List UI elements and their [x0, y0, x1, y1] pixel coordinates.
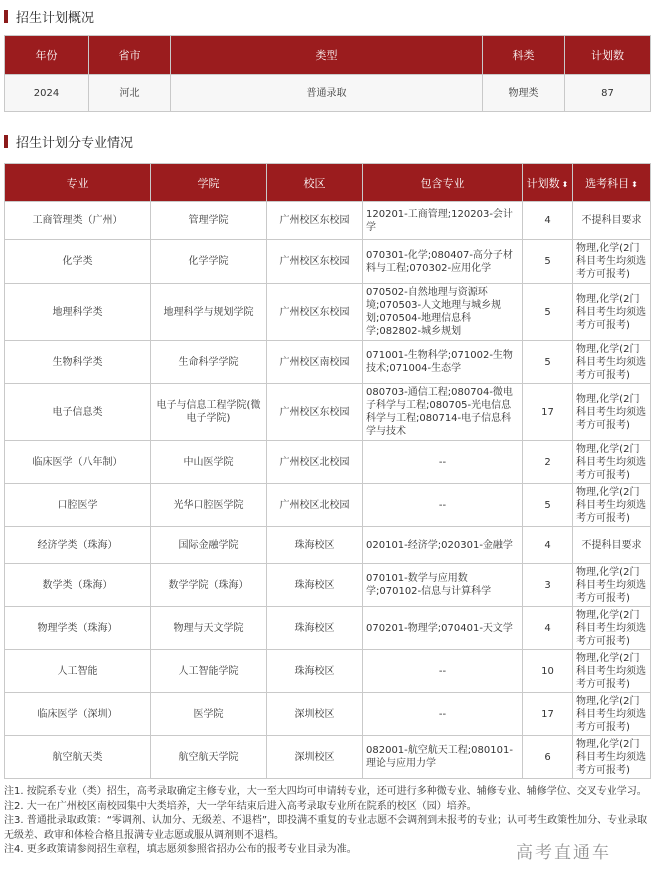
sort-icon[interactable]: ⬍	[561, 179, 569, 189]
header-year: 年份	[5, 36, 89, 75]
plan-count: 17	[523, 384, 573, 441]
summary-category: 物理类	[483, 75, 565, 112]
major-name: 工商管理类（广州）	[5, 202, 151, 240]
college: 生命科学学院	[151, 341, 267, 384]
plan-count: 5	[523, 484, 573, 527]
campus: 广州校区南校园	[267, 341, 363, 384]
table-row	[5, 341, 651, 384]
summary-header-row	[5, 36, 651, 75]
section-bullet	[4, 10, 8, 23]
major-name: 电子信息类	[5, 384, 151, 441]
campus: 珠海校区	[267, 527, 363, 564]
table-row	[5, 527, 651, 564]
table-row	[5, 607, 651, 650]
section-title-text: 招生计划概况	[16, 10, 95, 26]
included-majors: --	[363, 650, 523, 693]
plan-count: 5	[523, 284, 573, 341]
included-majors: 020101-经济学;020301-金融学	[363, 527, 523, 564]
major-name: 临床医学（八年制）	[5, 441, 151, 484]
header-major: 专业	[5, 164, 151, 202]
required-subjects: 物理,化学(2门科目考生均须选考方可报考)	[573, 341, 651, 384]
college: 医学院	[151, 693, 267, 736]
table-row	[5, 284, 651, 341]
note-3: 注3. 普通批录取政策：“零调剂、认加分、无级差、不退档”，即投满不重复的专业志愿不会调剂到未报考的专业；认可考生政策性加分、专业录取无级差、政审和体检合格且报满专业志愿或服从调剂则不退档。	[4, 815, 648, 841]
table-row	[5, 650, 651, 693]
major-name: 生物科学类	[5, 341, 151, 384]
header-type: 类型	[171, 36, 483, 75]
header-campus: 校区	[267, 164, 363, 202]
note-1: 注1. 按院系专业（类）招生，高考录取确定主修专业，大一至大四均可申请转专业，还可进行多种微专业、辅修专业、辅修学位、交叉专业学习。	[4, 786, 647, 797]
campus: 深圳校区	[267, 736, 363, 779]
summary-province: 河北	[89, 75, 171, 112]
header-subject-category: 科类	[483, 36, 565, 75]
plan-count: 17	[523, 693, 573, 736]
campus: 广州校区东校园	[267, 384, 363, 441]
plan-count: 5	[523, 240, 573, 284]
header-province: 省市	[89, 36, 171, 75]
table-row	[5, 441, 651, 484]
table-row	[5, 736, 651, 779]
college: 化学学院	[151, 240, 267, 284]
plan-count: 4	[523, 527, 573, 564]
header-plan-count: 计划数	[565, 36, 651, 75]
campus: 珠海校区	[267, 564, 363, 607]
major-name: 地理科学类	[5, 284, 151, 341]
major-name: 人工智能	[5, 650, 151, 693]
campus: 广州校区北校园	[267, 441, 363, 484]
major-header-row	[5, 164, 651, 202]
header-college: 学院	[151, 164, 267, 202]
included-majors: --	[363, 441, 523, 484]
major-name: 口腔医学	[5, 484, 151, 527]
required-subjects: 物理,化学(2门科目考生均须选考方可报考)	[573, 284, 651, 341]
required-subjects: 物理,化学(2门科目考生均须选考方可报考)	[573, 736, 651, 779]
required-subjects: 物理,化学(2门科目考生均须选考方可报考)	[573, 384, 651, 441]
required-subjects: 不提科目要求	[573, 527, 651, 564]
plan-count: 10	[523, 650, 573, 693]
summary-count: 87	[565, 75, 651, 112]
required-subjects: 不提科目要求	[573, 202, 651, 240]
major-name: 航空航天类	[5, 736, 151, 779]
campus: 珠海校区	[267, 607, 363, 650]
required-subjects: 物理,化学(2门科目考生均须选考方可报考)	[573, 650, 651, 693]
included-majors: 080703-通信工程;080704-微电子科学与工程;080705-光电信息科学与工程;080714-电子信息科学与技术	[363, 384, 523, 441]
required-subjects: 物理,化学(2门科目考生均须选考方可报考)	[573, 441, 651, 484]
required-subjects: 物理,化学(2门科目考生均须选考方可报考)	[573, 693, 651, 736]
table-row	[5, 202, 651, 240]
section-title-text: 招生计划分专业情况	[16, 135, 134, 151]
table-row	[5, 564, 651, 607]
note-4: 注4. 更多政策请参阅招生章程，填志愿须参照省招办公布的报考专业目录为准。	[4, 844, 357, 855]
included-majors: 070101-数学与应用数学;070102-信息与计算科学	[363, 564, 523, 607]
major-name: 临床医学（深圳）	[5, 693, 151, 736]
plan-count: 2	[523, 441, 573, 484]
included-majors: 070502-自然地理与资源环境;070503-人文地理与城乡规划;070504-地理信息科学;082802-城乡规划	[363, 284, 523, 341]
college: 中山医学院	[151, 441, 267, 484]
section-bullet	[4, 135, 8, 148]
campus: 珠海校区	[267, 650, 363, 693]
summary-year: 2024	[5, 75, 89, 112]
included-majors: 070201-物理学;070401-天文学	[363, 607, 523, 650]
watermark: 高考直通车	[516, 843, 611, 863]
table-row	[5, 484, 651, 527]
major-name: 化学类	[5, 240, 151, 284]
table-row	[5, 384, 651, 441]
header-included-majors: 包含专业	[363, 164, 523, 202]
sort-icon[interactable]: ⬍	[631, 179, 638, 189]
college: 光华口腔医学院	[151, 484, 267, 527]
table-row	[5, 240, 651, 284]
header-plan-count-sortable[interactable]	[523, 164, 573, 202]
college: 管理学院	[151, 202, 267, 240]
required-subjects: 物理,化学(2门科目考生均须选考方可报考)	[573, 240, 651, 284]
table-row	[5, 693, 651, 736]
plan-count: 4	[523, 607, 573, 650]
header-required-subjects-sortable[interactable]	[573, 164, 651, 202]
major-name: 经济学类（珠海）	[5, 527, 151, 564]
campus: 广州校区东校园	[267, 240, 363, 284]
header-label: 计划数	[526, 176, 560, 190]
required-subjects: 物理,化学(2门科目考生均须选考方可报考)	[573, 484, 651, 527]
campus: 广州校区东校园	[267, 284, 363, 341]
included-majors: 071001-生物科学;071002-生物技术;071004-生态学	[363, 341, 523, 384]
plan-count: 3	[523, 564, 573, 607]
required-subjects: 物理,化学(2门科目考生均须选考方可报考)	[573, 607, 651, 650]
included-majors: 120201-工商管理;120203-会计学	[363, 202, 523, 240]
section-title-overview	[4, 6, 94, 26]
college: 数学学院（珠海）	[151, 564, 267, 607]
plan-count: 4	[523, 202, 573, 240]
included-majors: 082001-航空航天工程;080101-理论与应用力学	[363, 736, 523, 779]
major-name: 数学类（珠海）	[5, 564, 151, 607]
required-subjects: 物理,化学(2门科目考生均须选考方可报考)	[573, 564, 651, 607]
college: 人工智能学院	[151, 650, 267, 693]
note-2: 注2. 大一在广州校区南校园集中大类培养，大一学年结束后进入高考录取专业所在院系的校区（园）培养。	[4, 800, 477, 812]
summary-type: 普通录取	[171, 75, 483, 112]
campus: 深圳校区	[267, 693, 363, 736]
college: 航空航天学院	[151, 736, 267, 779]
college: 地理科学与规划学院	[151, 284, 267, 341]
summary-table	[4, 35, 651, 112]
plan-count: 6	[523, 736, 573, 779]
college: 电子与信息工程学院(微电子学院)	[151, 384, 267, 441]
summary-row	[5, 75, 651, 112]
included-majors: 070301-化学;080407-高分子材料与工程;070302-应用化学	[363, 240, 523, 284]
campus: 广州校区东校园	[267, 202, 363, 240]
major-table	[4, 163, 651, 779]
campus: 广州校区北校园	[267, 484, 363, 527]
plan-count: 5	[523, 341, 573, 384]
college: 国际金融学院	[151, 527, 267, 564]
included-majors: --	[363, 484, 523, 527]
college: 物理与天文学院	[151, 607, 267, 650]
section-title-majors	[4, 131, 133, 151]
included-majors: --	[363, 693, 523, 736]
major-name: 物理学类（珠海）	[5, 607, 151, 650]
header-label: 选考科目	[585, 176, 630, 190]
